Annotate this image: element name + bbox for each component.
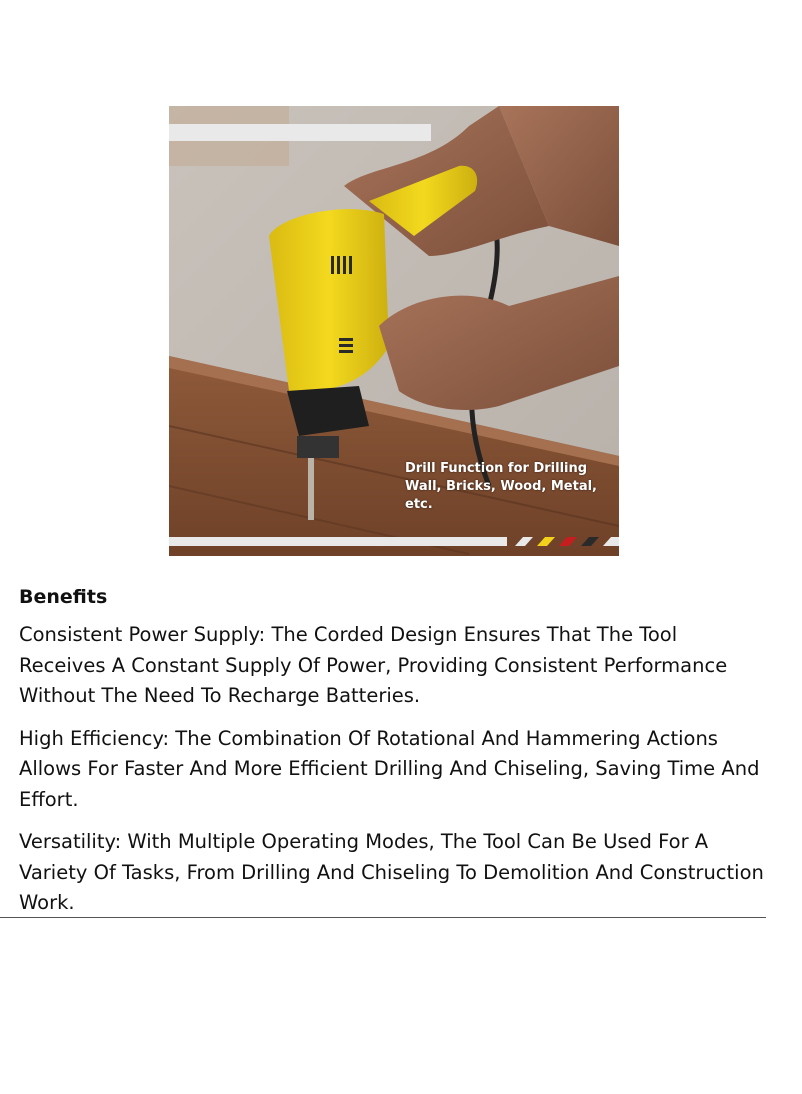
benefit-item-efficiency: High Efficiency: The Combination Of Rotational And Hammering Actions Allows For Faster And More Efficient Drilling And Chiseling, Saving Time And Effort. [19,726,760,811]
product-image [169,106,619,556]
benefit-item-power-supply: Consistent Power Supply: The Corded Design Ensures That The Tool Receives A Constant Supply Of Power, Providing Consistent Performance Without The Need To Recharge Batteries. [19,623,728,707]
benefits-heading: Benefits [19,586,108,608]
image-caption: Drill Function for Drilling Wall, Bricks, Wood, Metal, etc. [405,461,597,512]
benefits-section [19,582,767,931]
section-divider [0,917,766,918]
benefit-item-versatility: Versatility: With Multiple Operating Modes, The Tool Can Be Used For A Variety Of Tasks, From Drilling And Chiseling To Demolition And Construction Work. [19,830,764,914]
